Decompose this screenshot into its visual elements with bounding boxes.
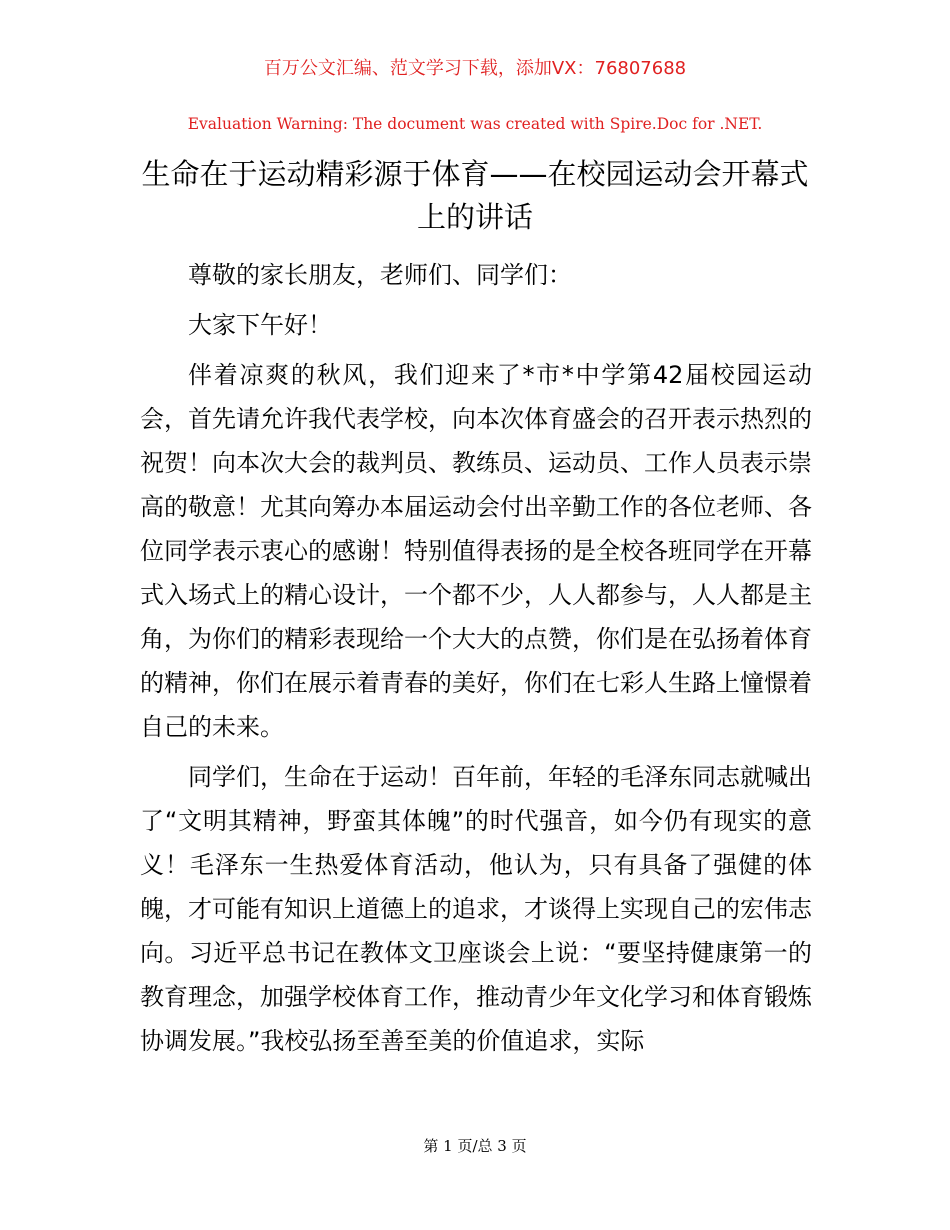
promo-header: 百万公文汇编、范文学习下载，添加VX：76807688 (263, 58, 687, 79)
document-body (140, 253, 812, 1063)
evaluation-warning: Evaluation Warning: The document was created with Spire.Doc for .NET. (187, 115, 763, 133)
greeting-paragraph: 大家下午好！ (188, 311, 332, 339)
salutation-paragraph: 尊敬的家长朋友，老师们、同学们： (188, 261, 572, 289)
document-title: 生命在于运动精彩源于体育——在校园运动会开幕式上的讲话 (141, 157, 809, 234)
page-number: 第 1 页/总 3 页 (423, 1137, 527, 1155)
body-paragraph: 伴着凉爽的秋风，我们迎来了*市*中学第42届校园运动会，首先请允许我代表学校，向本次体育盛会的召开表示热烈的祝贺！向本次大会的裁判员、教练员、运动员、工作人员表示崇高的敬意！尤其向筹办本届运动会付出辛勤工作的各位老师、各位同学表示衷心的感谢！特别值得表扬的是全校各班同学在开幕式入场式上的精心设计，一个都不少，人人都参与，人人都是主角，为你们的精彩表现给一个大大的点赞，你们是在弘扬着体育的精神，你们在展示着青春的美好，你们在七彩人生路上憧憬着自己的未来。 (140, 361, 812, 741)
body-paragraph: 同学们，生命在于运动！百年前，年轻的毛泽东同志就喊出了“文明其精神，野蛮其体魄”的时代强音，如今仍有现实的意义！毛泽东一生热爱体育活动，他认为，只有具备了强健的体魄，才可能有知识上道德上的追求，才谈得上实现自己的宏伟志向。习近平总书记在教体文卫座谈会上说：“要坚持健康第一的教育理念，加强学校体育工作，推动青少年文化学习和体育锻炼协调发展。”我校弘扬至善至美的价值追求，实际 (140, 763, 812, 1055)
